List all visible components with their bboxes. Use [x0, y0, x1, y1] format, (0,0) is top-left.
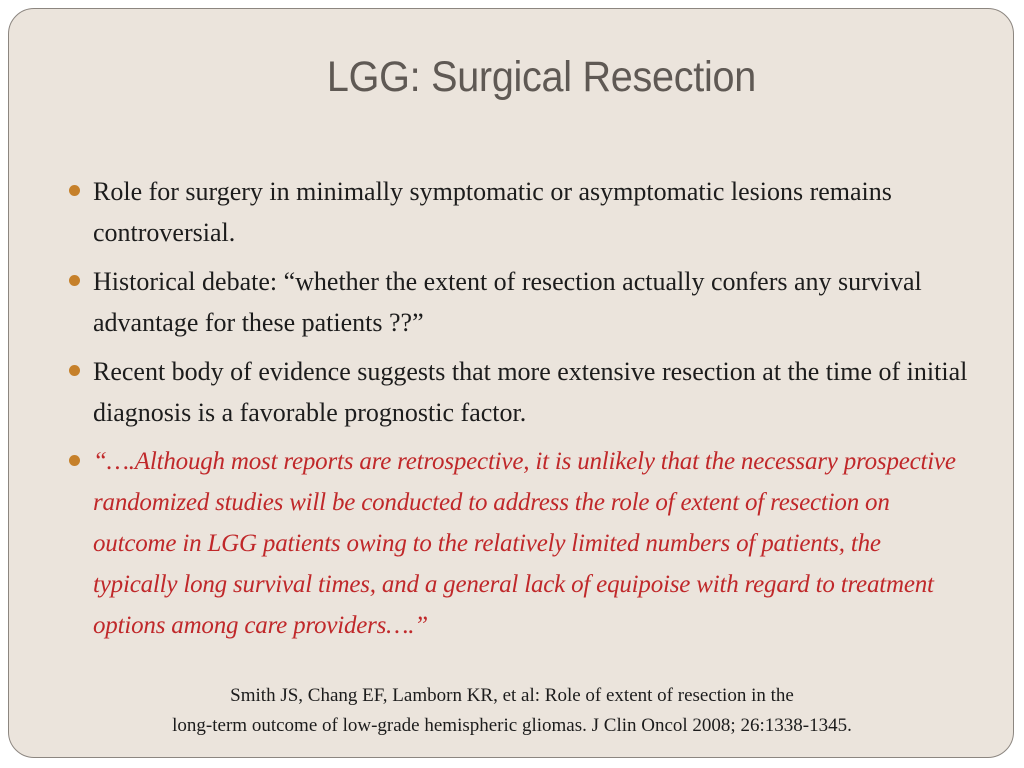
bullet-text: Historical debate: “whether the extent of resection actually confers any survival advantage for these patients ??” — [93, 267, 922, 337]
bullet-text: Recent body of evidence suggests that more extensive resection at the time of initial diagnosis is a favorable prognostic factor. — [93, 357, 968, 427]
bullet-dot-icon — [69, 275, 80, 286]
slide-title: LGG: Surgical Resection — [326, 53, 756, 101]
bullet-text: Role for surgery in minimally symptomatic or asymptomatic lesions remains controversial. — [93, 177, 892, 247]
bullet-item — [69, 351, 969, 433]
citation-line-2: long-term outcome of low-grade hemispheric gliomas. J Clin Oncol 2008; 26:1338-1345. — [172, 715, 852, 736]
bullet-dot-icon — [69, 365, 80, 376]
bullet-item — [69, 261, 969, 343]
quote-bullet-item — [69, 441, 969, 646]
citation — [9, 681, 1014, 741]
bullet-dot-icon — [69, 455, 80, 466]
bullet-dot-icon — [69, 185, 80, 196]
quote-text: “….Although most reports are retrospective, it is unlikely that the necessary prospective randomized studies will be conducted to address the role of extent of resection on outcome in LGG patients owing to the relatively limited numbers of patients, the typically long survival times, and a general lack of equipoise with regard to treatment options among care providers….” — [93, 448, 956, 639]
bullet-list — [69, 171, 969, 654]
citation-line-1: Smith JS, Chang EF, Lamborn KR, et al: Role of extent of resection in the — [230, 685, 794, 706]
bullet-item — [69, 171, 969, 253]
slide — [8, 8, 1014, 758]
